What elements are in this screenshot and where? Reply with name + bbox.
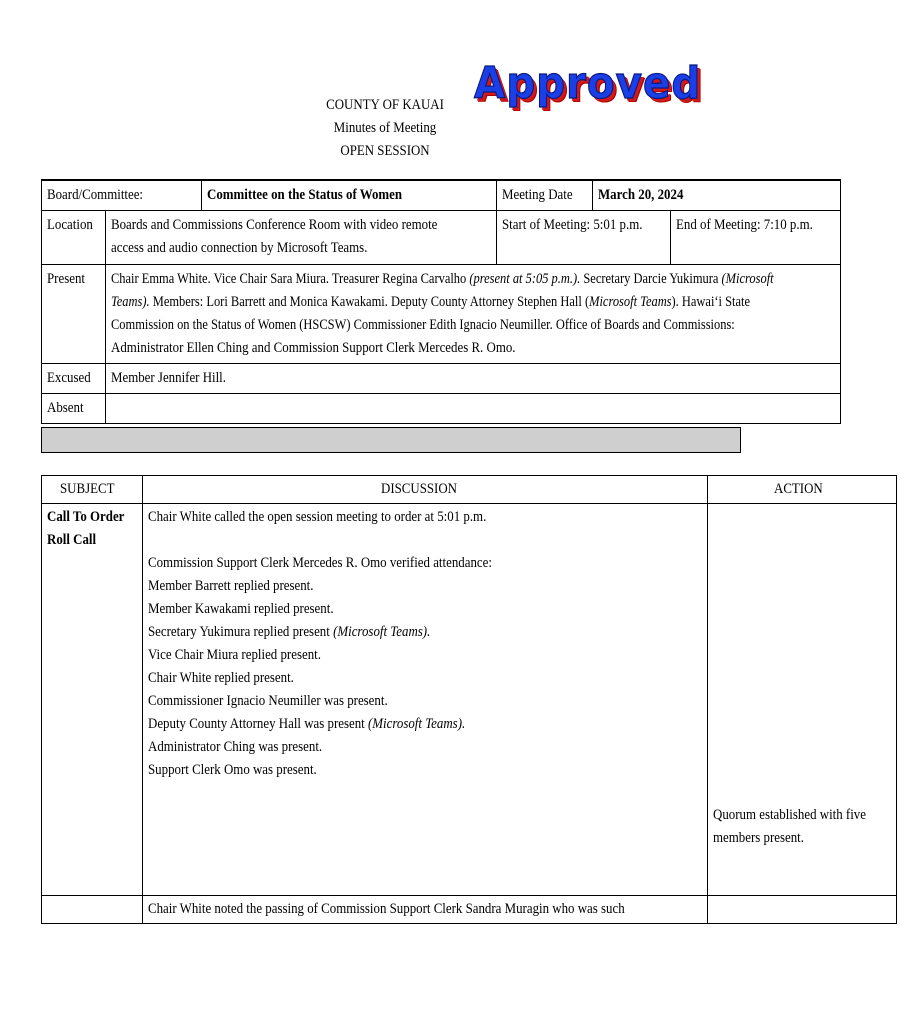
board-value-cell: Committee on the Status of Women	[201, 180, 496, 211]
section-divider-bar	[41, 427, 741, 453]
approved-stamp: Approved	[474, 58, 702, 109]
action-quorum: Quorum established with five	[713, 807, 867, 823]
absent-value-cell	[106, 394, 841, 424]
meeting-info-table	[41, 179, 841, 424]
action-cell-empty	[708, 896, 897, 924]
discussion-line: Vice Chair Miura replied present.	[148, 647, 321, 663]
date-label-cell: Meeting Date	[496, 180, 592, 211]
subject-roll-call: Roll Call	[47, 532, 97, 548]
discussion-line: Chair White replied present.	[148, 670, 294, 686]
discussion-cell-last: Chair White noted the passing of Commission Support Clerk Sandra Muragin who was such	[143, 896, 708, 924]
discussion-line: Support Clerk Omo was present.	[148, 762, 317, 778]
discussion-line: Deputy County Attorney Hall was present (Microsoft Teams).	[148, 716, 466, 732]
discussion-line: Secretary Yukimura replied present (Microsoft Teams).	[148, 624, 431, 640]
present-label-cell: Present	[42, 265, 106, 364]
location-label-cell: Location	[42, 211, 106, 265]
excused-label-cell: Excused	[42, 364, 106, 394]
start-time-cell: Start of Meeting: 5:01 p.m.	[496, 211, 670, 265]
county-title: COUNTY OF KAUAI	[326, 97, 444, 113]
discussion-line: Commissioner Ignacio Neumiller was present.	[148, 693, 388, 709]
subject-header: SUBJECT	[42, 476, 143, 504]
date-value-cell: March 20, 2024	[592, 180, 841, 211]
discussion-line: Member Kawakami replied present.	[148, 601, 334, 617]
discussion-header: DISCUSSION	[143, 476, 708, 504]
board-label-cell: Board/Committee:	[42, 180, 202, 211]
discussion-call-to-order: Chair White called the open session meeting to order at 5:01 p.m.	[148, 509, 487, 525]
subject-cell-empty	[42, 896, 143, 924]
location-value-cell: Boards and Commissions Conference Room with video remote access and audio connection by Microsoft Teams.	[106, 211, 497, 265]
session-title: OPEN SESSION	[340, 143, 430, 159]
end-time-cell: End of Meeting: 7:10 p.m.	[671, 211, 841, 265]
document-header	[0, 94, 770, 163]
absent-label-cell: Absent	[42, 394, 106, 424]
present-value-cell: Chair Emma White. Vice Chair Sara Miura. Treasurer Regina Carvalho (present at 5:05 p.m.). Secretary Darcie Yukimura (Microsoft Teams). Members: Lori Barrett and Monica Kawakami. Deputy County Attorney Stephen Hall (Microsoft Teams). Hawai‘i State Commission on the Status of Women (HSCSW) Commissioner Edith Ignacio Neumiller. Office of Boards and Commissions: Administrator Ellen Ching and Commission Support Clerk Mercedes R. Omo.	[106, 265, 841, 364]
action-cell: Quorum established with five members present.	[708, 504, 897, 896]
discussion-line: Commission Support Clerk Mercedes R. Omo verified attendance:	[148, 555, 492, 571]
discussion-cell	[143, 504, 708, 896]
discussion-line: Member Barrett replied present.	[148, 578, 314, 594]
subject-cell	[42, 504, 143, 896]
discussion-line: Administrator Ching was present.	[148, 739, 323, 755]
subject-call-to-order: Call To Order	[47, 509, 125, 525]
minutes-title: Minutes of Meeting	[333, 120, 437, 136]
minutes-table	[41, 475, 897, 924]
action-header: ACTION	[708, 476, 897, 504]
excused-value-cell: Member Jennifer Hill.	[106, 364, 841, 394]
